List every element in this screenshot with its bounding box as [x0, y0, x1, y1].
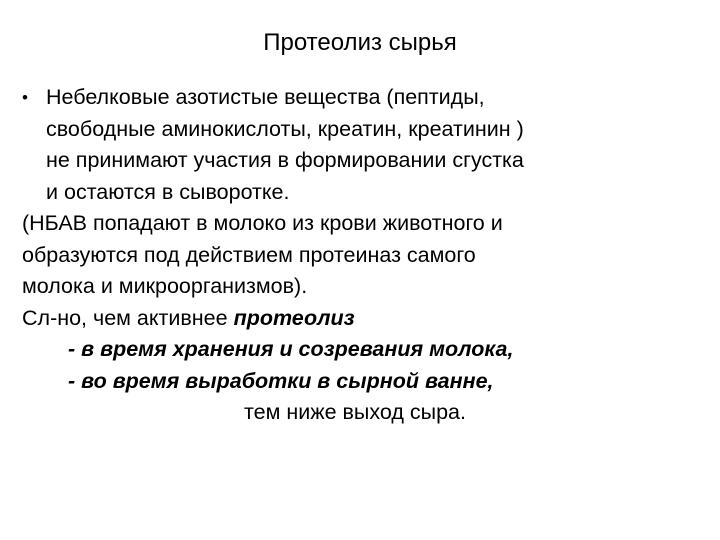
paren-line-2: образуются под действием протеиназ самого: [22, 242, 476, 267]
bullet-icon: •: [22, 88, 28, 107]
parenthetical-paragraph: [22, 208, 712, 303]
conclusion-line: [22, 303, 712, 335]
conclusion-item-1: - в время хранения и созревания молока,: [68, 337, 514, 361]
conclusion-prefix: Сл-но, чем активнее: [22, 305, 234, 330]
slide-body: [22, 82, 712, 429]
conclusion-emphasis: протеолиз: [233, 305, 355, 330]
bullet-paragraph: [22, 82, 712, 208]
paren-line-3: молока и микроорганизмов).: [22, 274, 308, 298]
paren-line-1: (НБАВ попадают в молоко из крови животного и: [22, 211, 503, 235]
conclusion-result: тем ниже выход сыра.: [244, 400, 466, 424]
bullet-line-1: Небелковые азотистые вещества (пептиды,: [46, 85, 485, 109]
slide-title: Протеолиз сырья: [263, 29, 457, 56]
bullet-line-4: и остаются в сыворотке.: [46, 179, 290, 204]
bullet-line-2: свободные аминокислоты, креатин, креатинин ): [46, 116, 524, 141]
bullet-line-3: не принимают участия в формировании сгустка: [46, 148, 524, 172]
conclusion-item-2: - во время выработки в сырной ванне,: [68, 368, 494, 393]
